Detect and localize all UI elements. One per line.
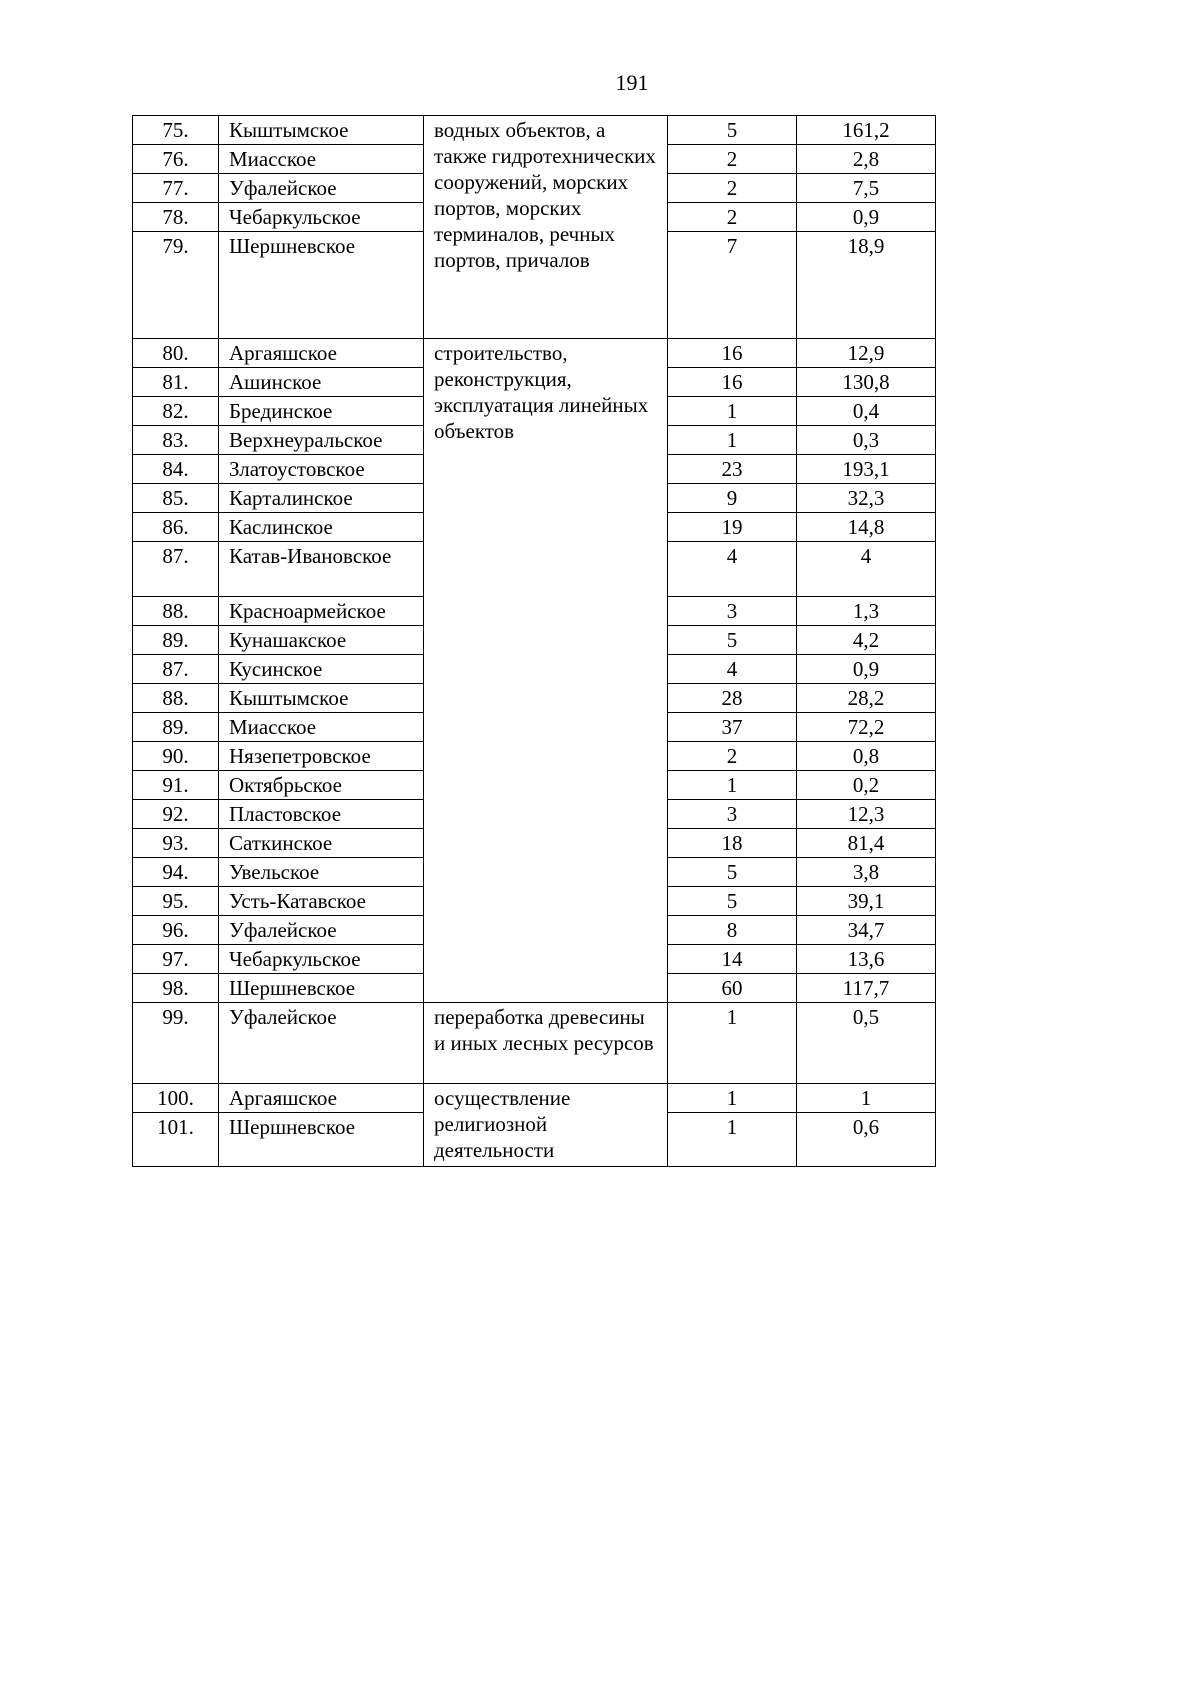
purpose-cell: водных объектов, а также гидротехнических сооружений, морских портов, морских терминалов, речных портов, причалов [424, 116, 668, 339]
district-name: Уфалейское [219, 916, 424, 945]
district-name: Красноармейское [219, 597, 424, 626]
district-name: Октябрьское [219, 771, 424, 800]
row-number: 95. [133, 887, 219, 916]
area-cell: 4,2 [797, 626, 936, 655]
row-number: 86. [133, 513, 219, 542]
area-cell: 1 [797, 1084, 936, 1113]
count-cell: 4 [668, 655, 797, 684]
count-cell: 5 [668, 116, 797, 145]
row-number: 78. [133, 203, 219, 232]
area-cell: 18,9 [797, 232, 936, 339]
district-name: Шершневское [219, 232, 424, 339]
count-cell: 9 [668, 484, 797, 513]
row-number: 77. [133, 174, 219, 203]
district-name: Чебаркульское [219, 945, 424, 974]
area-cell: 0,3 [797, 426, 936, 455]
district-name: Кунашакское [219, 626, 424, 655]
area-cell: 161,2 [797, 116, 936, 145]
area-cell: 39,1 [797, 887, 936, 916]
district-name: Чебаркульское [219, 203, 424, 232]
area-cell: 0,9 [797, 655, 936, 684]
area-cell: 193,1 [797, 455, 936, 484]
count-cell: 19 [668, 513, 797, 542]
district-name: Кыштымское [219, 684, 424, 713]
district-name: Шершневское [219, 974, 424, 1003]
row-number: 89. [133, 626, 219, 655]
area-cell: 117,7 [797, 974, 936, 1003]
row-number: 79. [133, 232, 219, 339]
district-name: Каслинское [219, 513, 424, 542]
count-cell: 7 [668, 232, 797, 339]
row-number: 94. [133, 858, 219, 887]
area-cell: 81,4 [797, 829, 936, 858]
count-cell: 60 [668, 974, 797, 1003]
count-cell: 3 [668, 800, 797, 829]
table-row [133, 1003, 936, 1084]
count-cell: 2 [668, 742, 797, 771]
table-row [133, 116, 936, 145]
table-row [133, 1084, 936, 1113]
district-name: Кыштымское [219, 116, 424, 145]
row-number: 93. [133, 829, 219, 858]
district-name: Миасское [219, 713, 424, 742]
count-cell: 28 [668, 684, 797, 713]
count-cell: 1 [668, 397, 797, 426]
district-name: Саткинское [219, 829, 424, 858]
purpose-cell: строительство, реконструкция, эксплуатация линейных объектов [424, 339, 668, 1003]
area-cell: 0,2 [797, 771, 936, 800]
row-number: 97. [133, 945, 219, 974]
count-cell: 1 [668, 771, 797, 800]
row-number: 88. [133, 597, 219, 626]
row-number: 84. [133, 455, 219, 484]
row-number: 100. [133, 1084, 219, 1113]
lease-table [132, 115, 936, 1167]
area-cell: 72,2 [797, 713, 936, 742]
count-cell: 8 [668, 916, 797, 945]
district-name: Ашинское [219, 368, 424, 397]
count-cell: 1 [668, 1003, 797, 1084]
district-name: Увельское [219, 858, 424, 887]
count-cell: 1 [668, 1084, 797, 1113]
purpose-cell: переработка древесины и иных лесных ресурсов [424, 1003, 668, 1084]
area-cell: 0,9 [797, 203, 936, 232]
district-name: Брединское [219, 397, 424, 426]
count-cell: 16 [668, 368, 797, 397]
district-name: Аргаяшское [219, 339, 424, 368]
area-cell: 14,8 [797, 513, 936, 542]
district-name: Аргаяшское [219, 1084, 424, 1113]
area-cell: 13,6 [797, 945, 936, 974]
row-number: 89. [133, 713, 219, 742]
area-cell: 130,8 [797, 368, 936, 397]
area-cell: 0,8 [797, 742, 936, 771]
count-cell: 1 [668, 426, 797, 455]
area-cell: 1,3 [797, 597, 936, 626]
count-cell: 14 [668, 945, 797, 974]
district-name: Миасское [219, 145, 424, 174]
district-name: Катав-Ивановское [219, 542, 424, 597]
row-number: 101. [133, 1113, 219, 1167]
district-name: Кусинское [219, 655, 424, 684]
district-name: Пластовское [219, 800, 424, 829]
district-name: Карталинское [219, 484, 424, 513]
count-cell: 2 [668, 145, 797, 174]
area-cell: 4 [797, 542, 936, 597]
row-number: 80. [133, 339, 219, 368]
area-cell: 0,4 [797, 397, 936, 426]
district-name: Златоустовское [219, 455, 424, 484]
count-cell: 16 [668, 339, 797, 368]
count-cell: 5 [668, 887, 797, 916]
count-cell: 5 [668, 858, 797, 887]
row-number: 75. [133, 116, 219, 145]
area-cell: 32,3 [797, 484, 936, 513]
count-cell: 23 [668, 455, 797, 484]
purpose-cell: осуществление религиозной деятельности [424, 1084, 668, 1167]
area-cell: 34,7 [797, 916, 936, 945]
row-number: 90. [133, 742, 219, 771]
row-number: 96. [133, 916, 219, 945]
area-cell: 28,2 [797, 684, 936, 713]
count-cell: 5 [668, 626, 797, 655]
row-number: 92. [133, 800, 219, 829]
row-number: 98. [133, 974, 219, 1003]
area-cell: 3,8 [797, 858, 936, 887]
area-cell: 0,6 [797, 1113, 936, 1167]
district-name: Шершневское [219, 1113, 424, 1167]
count-cell: 4 [668, 542, 797, 597]
row-number: 81. [133, 368, 219, 397]
row-number: 91. [133, 771, 219, 800]
row-number: 87. [133, 542, 219, 597]
count-cell: 1 [668, 1113, 797, 1167]
district-name: Уфалейское [219, 1003, 424, 1084]
district-name: Верхнеуральское [219, 426, 424, 455]
count-cell: 18 [668, 829, 797, 858]
area-cell: 2,8 [797, 145, 936, 174]
count-cell: 37 [668, 713, 797, 742]
district-name: Уфалейское [219, 174, 424, 203]
area-cell: 7,5 [797, 174, 936, 203]
district-name: Усть-Катавское [219, 887, 424, 916]
page-number: 191 [615, 70, 649, 95]
district-name: Нязепетровское [219, 742, 424, 771]
row-number: 83. [133, 426, 219, 455]
count-cell: 3 [668, 597, 797, 626]
row-number: 88. [133, 684, 219, 713]
area-cell: 12,3 [797, 800, 936, 829]
row-number: 85. [133, 484, 219, 513]
row-number: 99. [133, 1003, 219, 1084]
count-cell: 2 [668, 174, 797, 203]
row-number: 87. [133, 655, 219, 684]
area-cell: 0,5 [797, 1003, 936, 1084]
row-number: 76. [133, 145, 219, 174]
count-cell: 2 [668, 203, 797, 232]
row-number: 82. [133, 397, 219, 426]
area-cell: 12,9 [797, 339, 936, 368]
table-row [133, 339, 936, 368]
